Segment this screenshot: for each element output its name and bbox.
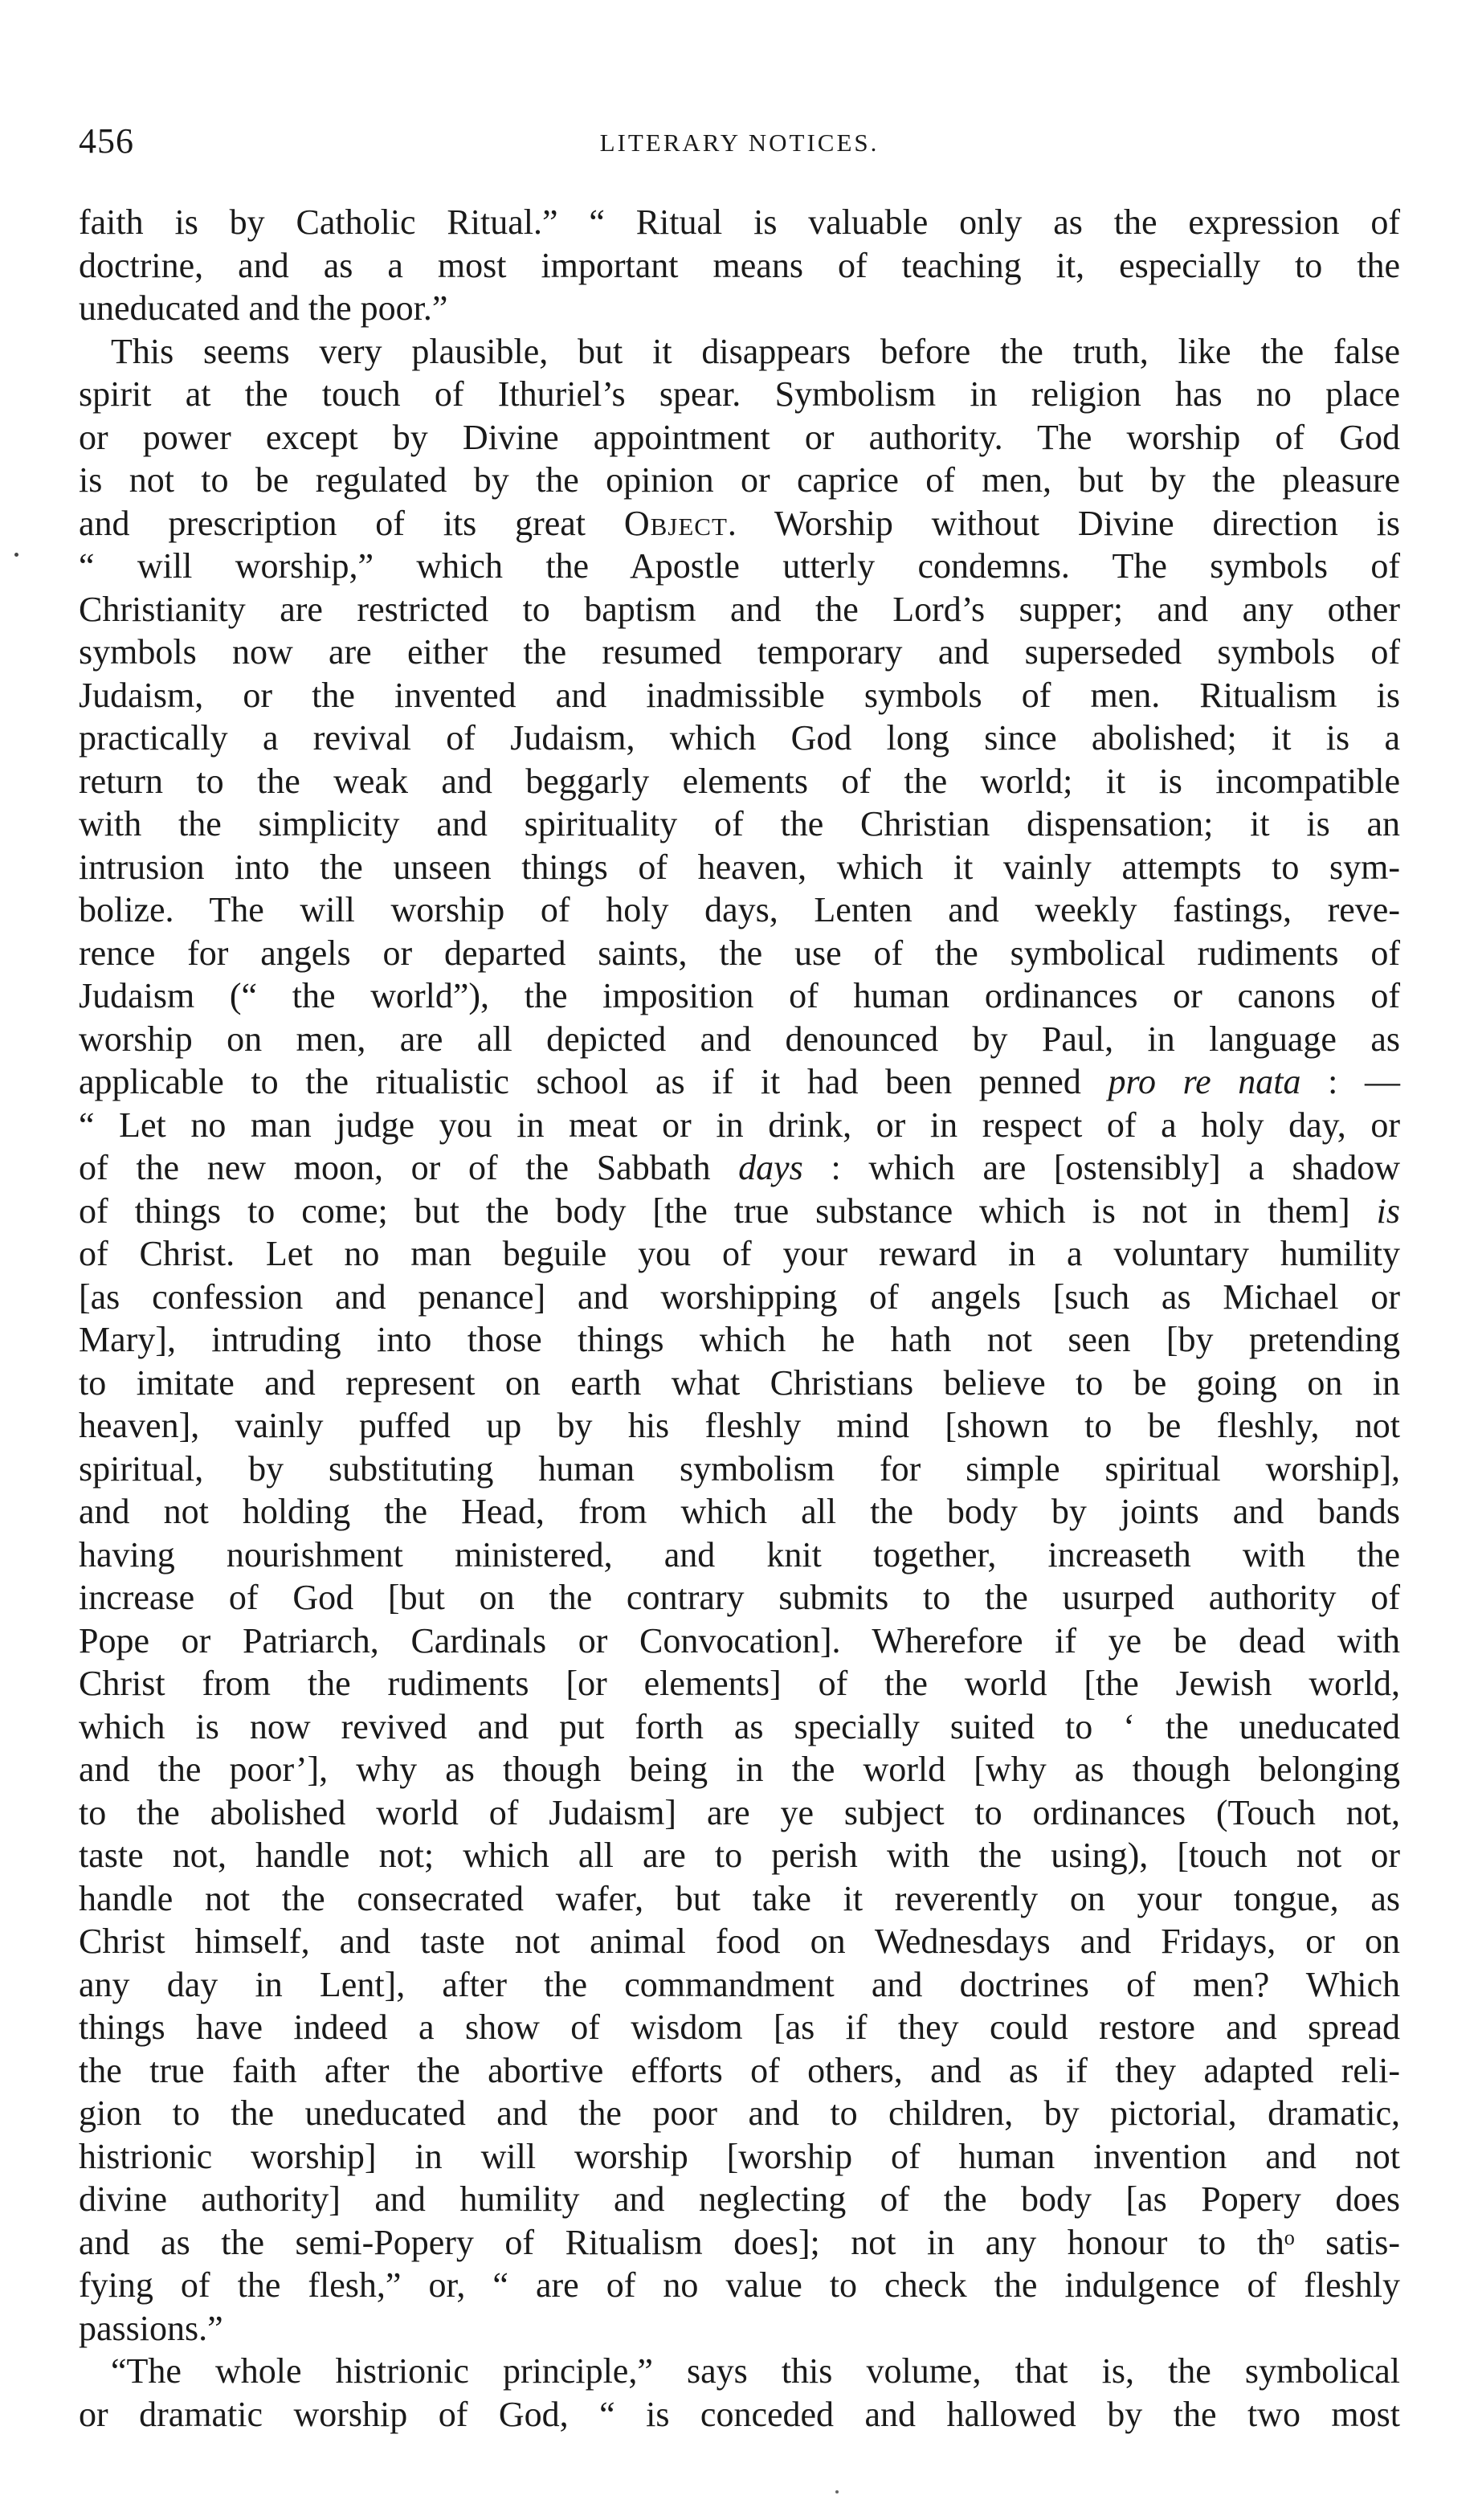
page — [79, 120, 1400, 2436]
text-line: is not to be regulated by the opinion or caprice of men, but by the pleasure — [79, 460, 1400, 500]
text-line: Christ himself, and taste not animal food on Wednesdays and Fridays, or on — [79, 1922, 1400, 1961]
text-line: or dramatic worship of God, “ is conceded and hallowed by the two most — [79, 2394, 1400, 2434]
text-line: symbols now are either the resumed temporary and superseded symbols of — [79, 632, 1400, 672]
text-line: and not holding the Head, from which all the body by joints and bands — [79, 1492, 1400, 1531]
text-line: Pope or Patriarch, Cardinals or Convocation]. Wherefore if ye be dead with — [79, 1620, 1400, 1660]
page-header — [79, 120, 1400, 169]
text-line: and the poor’], why as though being in the world [why as though belonging — [79, 1750, 1400, 1789]
text-line: spiritual, by substituting human symbolism for simple spiritual worship], — [79, 1448, 1400, 1489]
text-line: “ will worship,” which the Apostle utterly condemns. The symbols of — [79, 546, 1400, 586]
text-line: fying of the flesh,” or, “ are of no value to check the indulgence of fleshly — [79, 2265, 1400, 2305]
text-line: the true faith after the abortive efforts of others, and as if they adapted reli- — [79, 2050, 1400, 2090]
text-line: [as confession and penance] and worshipping of angels [such as Michael or — [79, 1276, 1400, 1317]
text-line: This seems very plausible, but it disappears before the truth, like the false — [111, 331, 1400, 371]
text-line: of things to come; but the body [the true substance which is not in them] is — [79, 1191, 1400, 1231]
text-line: Christ from the rudiments [or elements] of the world [the Jewish world, — [79, 1664, 1400, 1703]
text-line: passions.” — [79, 2308, 223, 2348]
text-line: of Christ. Let no man beguile you of your reward in a voluntary humility — [79, 1234, 1400, 1273]
text-line: to the abolished world of Judaism] are ye subject to ordinances (Touch not, — [79, 1792, 1400, 1832]
text-line: histrionic worship] in will worship [worship of human invention and not — [79, 2136, 1400, 2176]
stray-ink-mark — [14, 553, 18, 557]
text-line: having nourishment ministered, and knit together, increaseth with the — [79, 1534, 1400, 1574]
text-line: Mary], intruding into those things which he hath not seen [by pretending — [79, 1320, 1400, 1359]
text-line: taste not, handle not; which all are to perish with the using), [touch not or — [79, 1836, 1400, 1875]
running-title: LITERARY NOTICES. — [599, 129, 880, 157]
text-line: spirit at the touch of Ithuriel’s spear. Symbolism in religion has no place — [79, 374, 1400, 414]
text-line: Judaism, or the invented and inadmissible symbols of men. Ritualism is — [79, 675, 1400, 715]
page-number: 456 — [79, 121, 134, 161]
text-line: handle not the consecrated wafer, but take it reverently on your tongue, as — [79, 1878, 1400, 1918]
text-line: rence for angels or departed saints, the use of the symbolical rudiments of — [79, 933, 1400, 973]
text-line: bolize. The will worship of holy days, Lenten and weekly fastings, reve- — [79, 890, 1400, 929]
text-line: Christianity are restricted to baptism and the Lord’s supper; and any other — [79, 589, 1400, 629]
text-line: faith is by Catholic Ritual.” “ Ritual is valuable only as the expression of — [79, 202, 1400, 242]
text-line: applicable to the ritualistic school as if it had been penned pro re nata : — — [79, 1062, 1401, 1101]
text-line: practically a revival of Judaism, which God long since abolished; it is a — [79, 718, 1400, 758]
text-line: doctrine, and as a most important means of teaching it, especially to the — [79, 245, 1400, 285]
text-line: uneducated and the poor.” — [79, 288, 448, 328]
text-line: worship on men, are all depicted and denounced by Paul, in language as — [79, 1019, 1400, 1059]
text-line: things have indeed a show of wisdom [as if they could restore and spread — [79, 2007, 1400, 2047]
text-line: Judaism (“ the world”), the imposition of human ordinances or canons of — [79, 976, 1400, 1015]
text-line: of the new moon, or of the Sabbath days : which are [ostensibly] a shadow — [79, 1148, 1400, 1187]
text-line: “ Let no man judge you in meat or in drink, or in respect of a holy day, or — [79, 1105, 1400, 1145]
text-line: or power except by Divine appointment or authority. The worship of God — [79, 417, 1400, 457]
text-line: any day in Lent], after the commandment and doctrines of men? Which — [79, 1964, 1400, 2004]
text-line: which is now revived and put forth as specially suited to ‘ the uneducated — [79, 1706, 1400, 1746]
text-line: return to the weak and beggarly elements of the world; it is incompatible — [79, 761, 1400, 801]
text-line: to imitate and represent on earth what Christians believe to be going on in — [79, 1362, 1400, 1403]
text-line: with the simplicity and spirituality of the Christian dispensation; it is an — [79, 804, 1400, 843]
text-line: heaven], vainly puffed up by his fleshly mind [shown to be fleshly, not — [79, 1406, 1400, 1445]
text-line: gion to the uneducated and the poor and to children, by pictorial, dramatic, — [79, 2093, 1400, 2133]
text-line: increase of God [but on the contrary submits to the usurped authority of — [79, 1578, 1400, 1617]
text-line: intrusion into the unseen things of heaven, which it vainly attempts to sym- — [79, 847, 1400, 887]
stray-ink-mark — [835, 2490, 839, 2493]
text-line: and prescription of its great Object. Worship without Divine direction is — [79, 503, 1400, 543]
text-line: divine authority] and humility and neglecting of the body [as Popery does — [79, 2179, 1400, 2219]
text-line: “The whole histrionic principle,” says this volume, that is, the symbolical — [111, 2351, 1400, 2391]
text-line: and as the semi-Popery of Ritualism does]; not in any honour to thᵒ satis- — [79, 2222, 1400, 2262]
body-text — [79, 201, 1400, 2436]
